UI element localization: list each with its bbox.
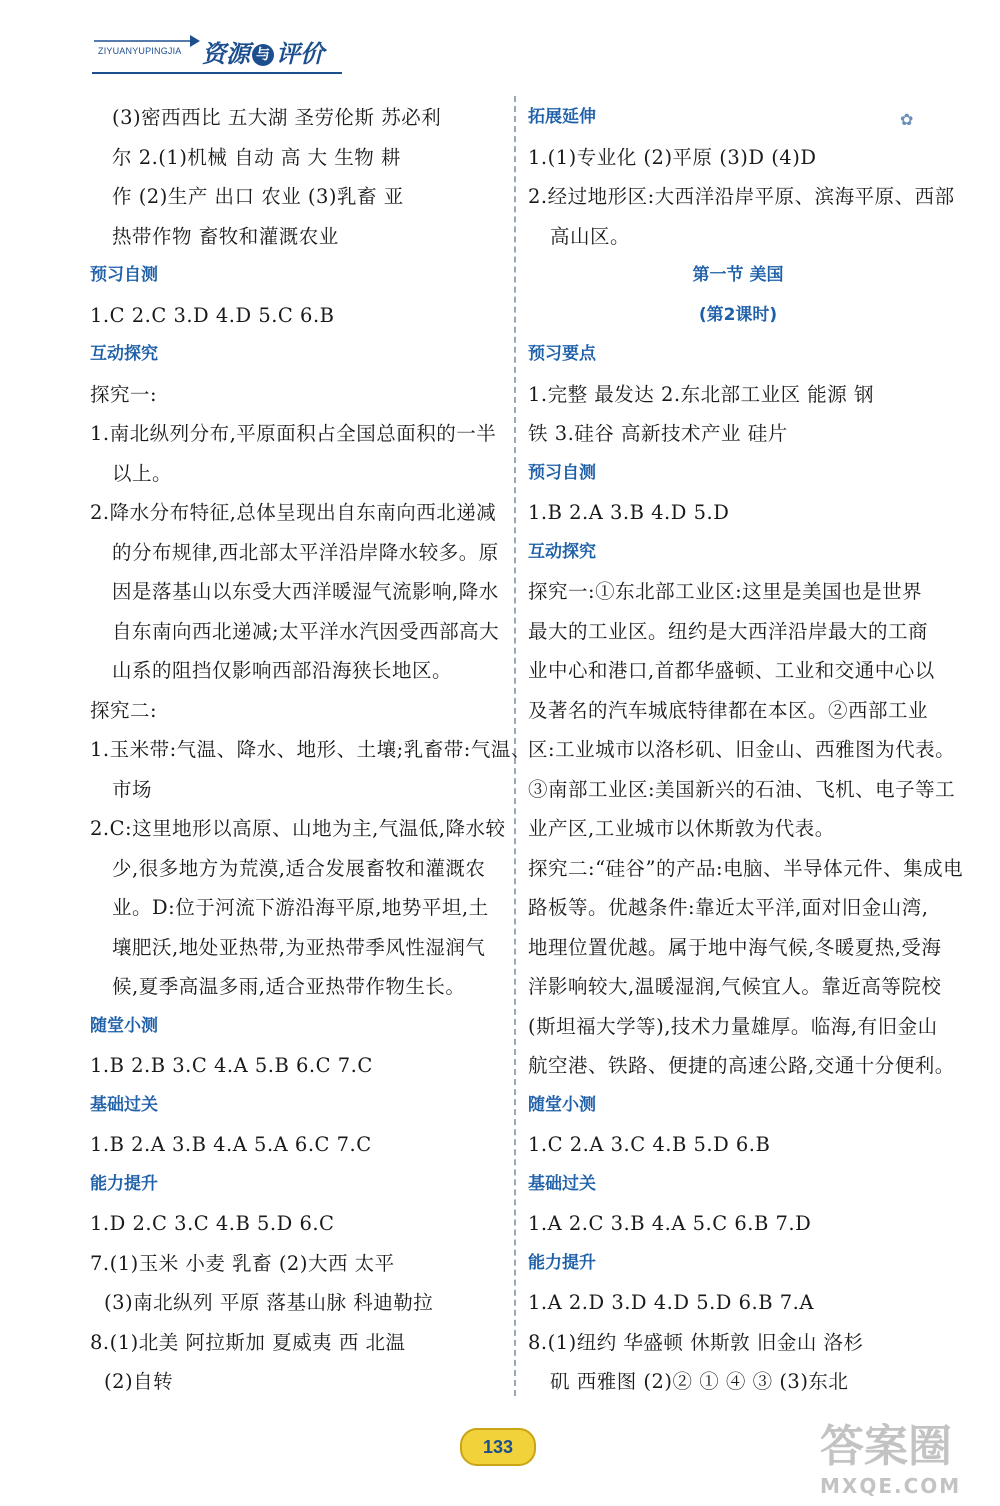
answer-line: 1.D 2.C 3.C 4.B 5.D 6.C: [90, 1212, 335, 1235]
book-header: [92, 30, 352, 76]
answer-line: 探究一:①东北部工业区:这里是美国也是世界: [528, 580, 923, 603]
section-heading: 互动探究: [528, 541, 596, 562]
section-heading: 随堂小测: [90, 1015, 158, 1036]
answer-line: 以上。: [112, 461, 173, 485]
section-heading: 预习自测: [528, 462, 596, 483]
answer-line: 区:工业城市以洛杉矶、旧金山、西雅图为代表。: [528, 738, 956, 761]
answer-line: 最大的工业区。纽约是大西洋沿岸最大的工商: [528, 619, 929, 643]
answer-line: 1.南北纵列分布,平原面积占全国总面积的一半: [90, 422, 497, 445]
site-watermark: [820, 1410, 990, 1502]
section-heading: 随堂小测: [528, 1094, 596, 1115]
answer-line: 候,夏季高温多雨,适合亚热带作物生长。: [112, 975, 466, 998]
right-column: [528, 98, 964, 1402]
answer-line: 作 (2)生产 出口 农业 (3)乳畜 亚: [112, 185, 404, 208]
answer-line: 少,很多地方为荒漠,适合发展畜牧和灌溉农: [112, 856, 486, 880]
answer-line: (斯坦福大学等),技术力量雄厚。临海,有旧金山: [528, 1014, 938, 1038]
answer-line: 探究二:“硅谷”的产品:电脑、半导体元件、集成电: [528, 856, 964, 880]
answer-line: 路板等。优越条件:靠近太平洋,面对旧金山湾,: [528, 896, 929, 919]
answer-line: 探究二:: [90, 698, 158, 722]
answer-line: 业产区,工业城市以休斯敦为代表。: [528, 817, 835, 840]
answer-line: 1.C 2.C 3.D 4.D 5.C 6.B: [90, 303, 335, 327]
answer-line: 业中心和港口,首都华盛顿、工业和交通中心以: [528, 659, 935, 682]
answer-line: 1.B 2.A 3.B 4.D 5.D: [528, 501, 730, 524]
header-subtitle: ZIYUANYUPINGJIA: [98, 46, 182, 56]
lesson-title: 第一节 美国: [692, 265, 784, 285]
left-column: [90, 98, 531, 1402]
answer-line: (3)南北纵列 平原 落基山脉 科迪勒拉: [104, 1291, 434, 1314]
lesson-title: (第2课时): [698, 304, 778, 325]
column-divider: [514, 96, 516, 1396]
answer-line: 1.A 2.C 3.B 4.A 5.C 6.B 7.D: [528, 1212, 812, 1235]
answer-line: 高山区。: [550, 224, 631, 248]
answer-line: 8.(1)纽约 华盛顿 休斯敦 旧金山 洛杉: [528, 1330, 864, 1354]
answer-line: 市场: [112, 777, 153, 801]
page-number: 133: [460, 1428, 536, 1466]
header-rule: [92, 72, 342, 74]
answer-line: 的分布规律,西北部太平洋沿岸降水较多。原: [112, 540, 499, 564]
decorative-mark-icon: ✿: [900, 110, 914, 129]
answer-line: 8.(1)北美 阿拉斯加 夏威夷 西 北温: [90, 1330, 406, 1354]
answer-line: 铁 3.硅谷 高新技术产业 硅片: [528, 422, 788, 445]
answer-line: 1.A 2.D 3.D 4.D 5.D 6.B 7.A: [528, 1291, 814, 1314]
section-heading: 能力提升: [528, 1252, 596, 1273]
answer-line: 尔 2.(1)机械 自动 高 大 生物 耕: [112, 145, 401, 169]
answer-line: 1.(1)专业化 (2)平原 (3)D (4)D: [528, 145, 817, 169]
watermark-logo-text: 答案圈: [820, 1421, 952, 1472]
answer-line: 因是落基山以东受大西洋暖湿气流影响,降水: [112, 580, 499, 603]
header-title: [202, 34, 324, 69]
answer-line: 洋影响较大,温暖湿润,气候宜人。靠近高等院校: [528, 975, 942, 998]
answer-line: 壤肥沃,地处亚热带,为亚热带季风性湿润气: [112, 935, 486, 959]
answer-line: ③南部工业区:美国新兴的石油、飞机、电子等工: [528, 777, 956, 801]
answer-line: 1.完整 最发达 2.东北部工业区 能源 钢: [528, 382, 875, 406]
answer-line: 山系的阻挡仅影响西部沿海狭长地区。: [112, 659, 453, 682]
section-heading: 预习要点: [528, 344, 596, 364]
watermark-url: MXQE.COM: [820, 1474, 962, 1498]
answer-line: 地理位置优越。属于地中海气候,冬暖夏热,受海: [528, 935, 942, 959]
answer-line: 探究一:: [90, 382, 158, 406]
section-heading: 基础过关: [90, 1094, 158, 1115]
section-heading: 互动探究: [90, 344, 158, 364]
answer-line: 2.经过地形区:大西洋沿岸平原、滨海平原、西部: [528, 185, 955, 208]
section-heading: 基础过关: [528, 1173, 596, 1194]
answer-line: (2)自转: [104, 1370, 174, 1393]
answer-line: 2.降水分布特征,总体呈现出自东南向西北递减: [90, 501, 497, 524]
answer-line: 自东南向西北递减;太平洋水汽因受西部高大: [112, 619, 500, 643]
answer-line: 7.(1)玉米 小麦 乳畜 (2)大西 太平: [90, 1251, 395, 1275]
answer-line: 及著名的汽车城底特律都在本区。②西部工业: [528, 698, 929, 722]
header-title-yu: 与: [252, 44, 274, 66]
answer-line: 2.C:这里地形以高原、山地为主,气温低,降水较: [90, 817, 506, 840]
section-heading: 拓展延伸: [528, 107, 596, 127]
answer-line: 1.C 2.A 3.C 4.B 5.D 6.B: [528, 1133, 771, 1156]
answer-line: 业。D:位于河流下游沿海平原,地势平坦,土: [112, 896, 489, 919]
section-heading: 预习自测: [90, 265, 158, 285]
header-title-part1: 资源: [202, 40, 250, 68]
answer-line: (3)密西西比 五大湖 圣劳伦斯 苏必利: [112, 106, 442, 129]
answer-line: 热带作物 畜牧和灌溉农业: [112, 224, 339, 248]
answer-line: 1.玉米带:气温、降水、地形、土壤;乳畜带:气温、: [90, 738, 531, 761]
section-heading: 能力提升: [90, 1173, 158, 1194]
header-title-part2: 评价: [276, 40, 324, 68]
answer-line: 1.B 2.B 3.C 4.A 5.B 6.C 7.C: [90, 1054, 373, 1077]
answer-line: 航空港、铁路、便捷的高速公路,交通十分便利。: [528, 1054, 955, 1077]
answer-line: 矶 西雅图 (2)② ① ④ ③ (3)东北: [550, 1370, 849, 1393]
answer-line: 1.B 2.A 3.B 4.A 5.A 6.C 7.C: [90, 1133, 372, 1156]
